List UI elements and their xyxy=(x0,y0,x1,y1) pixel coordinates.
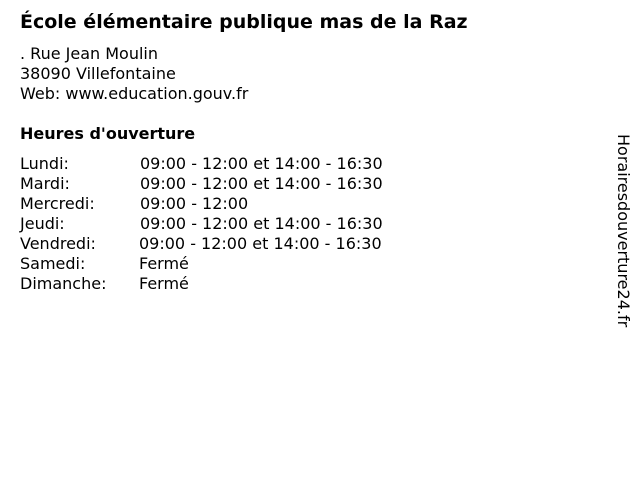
day-hours: 09:00 - 12:00 et 14:00 - 16:30 xyxy=(139,234,382,253)
day-label: Dimanche: xyxy=(20,274,107,293)
website: Web: www.education.gouv.fr xyxy=(20,84,249,103)
day-label: Samedi: xyxy=(20,254,86,273)
day-hours: 09:00 - 12:00 et 14:00 - 16:30 xyxy=(140,214,383,233)
day-hours: Fermé xyxy=(139,254,189,273)
city-address: 38090 Villefontaine xyxy=(20,64,176,83)
brand-watermark xyxy=(609,134,639,374)
day-label: Lundi: xyxy=(20,154,69,173)
school-name: École élémentaire publique mas de la Raz xyxy=(20,11,468,33)
address-block xyxy=(20,44,248,104)
day-label: Mardi: xyxy=(20,174,70,193)
day-label: Mercredi: xyxy=(20,194,95,213)
day-hours: 09:00 - 12:00 xyxy=(140,194,249,213)
opening-hours-heading: Heures d'ouverture xyxy=(20,124,196,143)
day-hours: 09:00 - 12:00 et 14:00 - 16:30 xyxy=(140,154,383,173)
day-label: Vendredi: xyxy=(20,234,96,253)
street-address: . Rue Jean Moulin xyxy=(20,44,158,63)
day-label: Jeudi: xyxy=(20,214,65,233)
day-hours: Fermé xyxy=(139,274,189,293)
day-hours: 09:00 - 12:00 et 14:00 - 16:30 xyxy=(140,174,383,193)
brand-text: Horairesdouverture24.fr xyxy=(614,134,633,328)
